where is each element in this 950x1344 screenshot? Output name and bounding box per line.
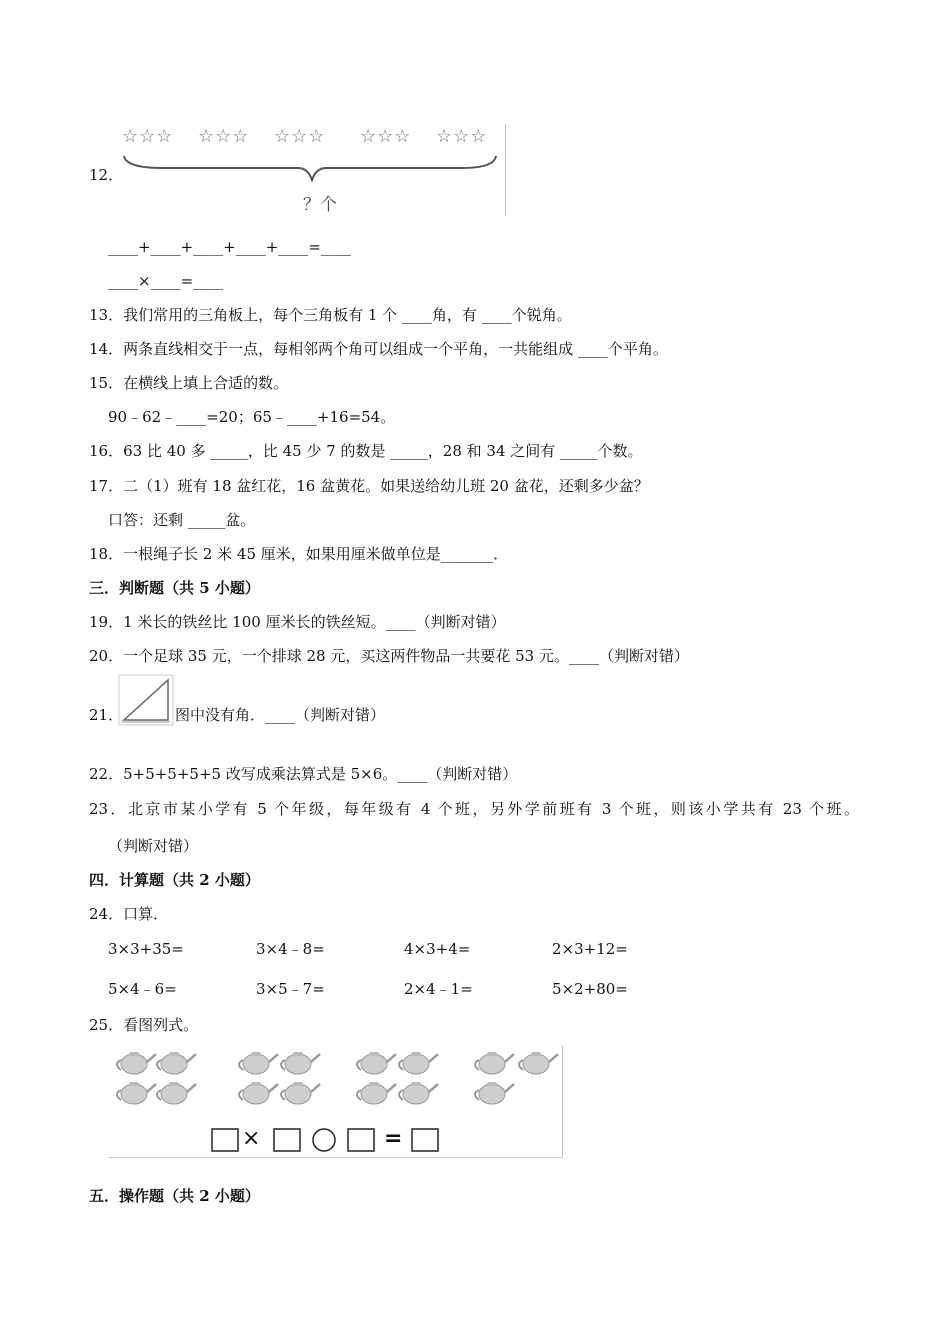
section-5-heading: 五．操作题（共 2 小题） xyxy=(89,1187,260,1205)
q25-figure xyxy=(108,1046,563,1158)
star-group: ☆☆☆ xyxy=(274,126,326,147)
q20: 20．一个足球 35 元，一个排球 28 元，买这两件物品一共要花 53 元。____（判断对错） xyxy=(89,647,689,665)
q24-text: 24．口算． xyxy=(89,905,169,923)
q12-line1: ____+____+____+____+____=____ xyxy=(108,238,351,256)
section-4-heading: 四．计算题（共 2 小题） xyxy=(89,871,260,889)
q23-text: 23．北京市某小学有 5 个年级，每年级有 4 个班，另外学前班有 3 个班，则该小学共有 23 个班。 xyxy=(89,800,859,818)
star-group: ☆☆☆ xyxy=(122,126,174,147)
calc-item: 3×4﹣8= xyxy=(256,940,325,958)
operator-circle[interactable] xyxy=(313,1129,335,1151)
q12-line2: ____×____=____ xyxy=(108,272,224,290)
answer-box[interactable] xyxy=(412,1129,438,1151)
star-group: ☆☆☆ xyxy=(360,126,412,147)
q12-number: 12． xyxy=(89,166,124,184)
star-group: ☆☆☆ xyxy=(198,126,250,147)
angle-figure xyxy=(118,674,174,726)
q25-text: 25．看图列式。 xyxy=(89,1016,199,1034)
q21-number: 21． xyxy=(89,706,124,724)
q19: 19．1 米长的铁丝比 100 厘米长的铁丝短。____（判断对错） xyxy=(89,613,506,631)
answer-box[interactable] xyxy=(274,1129,300,1151)
q13: 13．我们常用的三角板上，每个三角板有 1 个 ____角，有 ____个锐角。 xyxy=(89,306,572,324)
calc-item: 3×3+35= xyxy=(108,940,184,958)
q15-text: 15．在横线上填上合适的数。 xyxy=(89,374,289,392)
kettle-icon xyxy=(117,1052,558,1104)
star-group: ☆☆☆ xyxy=(436,126,488,147)
q17-text: 17．二（1）班有 18 盆红花，16 盆黄花。如果送给幼儿班 20 盆花，还剩多少盆？ xyxy=(89,477,649,495)
calc-item: 2×4﹣1= xyxy=(404,980,473,998)
q12-figure xyxy=(118,124,506,216)
q18: 18．一根绳子长 2 米 45 厘米，如果用厘米做单位是_______． xyxy=(89,545,509,563)
q21-text: 图中没有角．____（判断对错） xyxy=(175,706,386,724)
q22: 22．5+5+5+5+5 改写成乘法算式是 5×6。____（判断对错） xyxy=(89,765,518,783)
calc-item: 5×4﹣6= xyxy=(108,980,177,998)
calc-item: 3×5﹣7= xyxy=(256,980,325,998)
q16: 16．63 比 40 多 _____，比 45 少 7 的数是 _____，28 和 34 之间有 _____个数。 xyxy=(89,442,643,460)
calc-item: 2×3+12= xyxy=(552,940,628,958)
q23-tail: （判断对错） xyxy=(108,837,199,855)
times-sign: × xyxy=(242,1126,261,1151)
figure-label: ？个 xyxy=(303,195,337,215)
brace-icon xyxy=(122,152,498,182)
q17-answer: 口答：还剩 _____盆。 xyxy=(108,511,256,529)
answer-box[interactable] xyxy=(212,1129,238,1151)
calc-item: 4×3+4= xyxy=(404,940,471,958)
calc-item: 5×2+80= xyxy=(552,980,628,998)
equals-sign: = xyxy=(384,1126,403,1151)
answer-box[interactable] xyxy=(348,1129,374,1151)
q14: 14．两条直线相交于一点，每相邻两个角可以组成一个平角，一共能组成 ____个平角。 xyxy=(89,340,668,358)
section-3-heading: 三．判断题（共 5 小题） xyxy=(89,579,260,597)
q15-line: 90﹣62﹣____=20；65﹣____+16=54。 xyxy=(108,408,396,426)
